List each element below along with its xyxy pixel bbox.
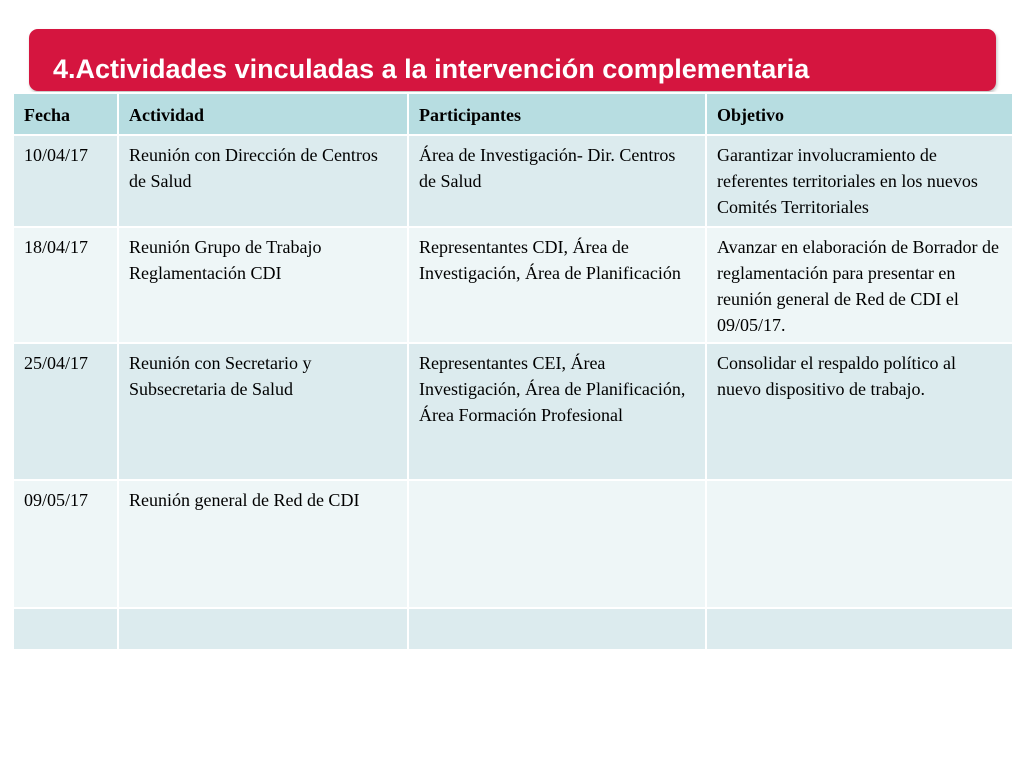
title-bar (29, 29, 996, 91)
cell-participantes: Representantes CDI, Área de Investigación, Área de Planificación (408, 227, 706, 343)
header-fecha: Fecha (13, 93, 118, 135)
slide-title: 4.Actividades vinculadas a la intervención complementaria (53, 54, 810, 84)
cell-fecha: 25/04/17 (13, 343, 118, 480)
table-header-row (13, 93, 1013, 135)
cell-fecha: 09/05/17 (13, 480, 118, 608)
cell-fecha: 10/04/17 (13, 135, 118, 227)
cell-actividad (118, 608, 408, 650)
header-actividad: Actividad (118, 93, 408, 135)
cell-actividad: Reunión con Secretario y Subsecretaria de Salud (118, 343, 408, 480)
cell-participantes (408, 608, 706, 650)
cell-objetivo (706, 480, 1013, 608)
table-row (13, 227, 1013, 343)
cell-objetivo: Consolidar el respaldo político al nuevo dispositivo de trabajo. (706, 343, 1013, 480)
cell-actividad: Reunión Grupo de Trabajo Reglamentación CDI (118, 227, 408, 343)
cell-participantes: Representantes CEI, Área Investigación, Área de Planificación, Área Formación Profesional (408, 343, 706, 480)
cell-objetivo: Garantizar involucramiento de referentes territoriales en los nuevos Comités Territoriales (706, 135, 1013, 227)
cell-objetivo (706, 608, 1013, 650)
table-row (13, 480, 1013, 608)
cell-actividad: Reunión con Dirección de Centros de Salud (118, 135, 408, 227)
table-row (13, 608, 1013, 650)
cell-objetivo: Avanzar en elaboración de Borrador de reglamentación para presentar en reunión general de Red de CDI el 09/05/17. (706, 227, 1013, 343)
header-participantes: Participantes (408, 93, 706, 135)
cell-actividad: Reunión general de Red de CDI (118, 480, 408, 608)
activities-table (12, 92, 1014, 651)
table-row (13, 343, 1013, 480)
cell-fecha (13, 608, 118, 650)
header-objetivo: Objetivo (706, 93, 1013, 135)
table-row (13, 135, 1013, 227)
cell-participantes: Área de Investigación- Dir. Centros de Salud (408, 135, 706, 227)
cell-participantes (408, 480, 706, 608)
cell-fecha: 18/04/17 (13, 227, 118, 343)
